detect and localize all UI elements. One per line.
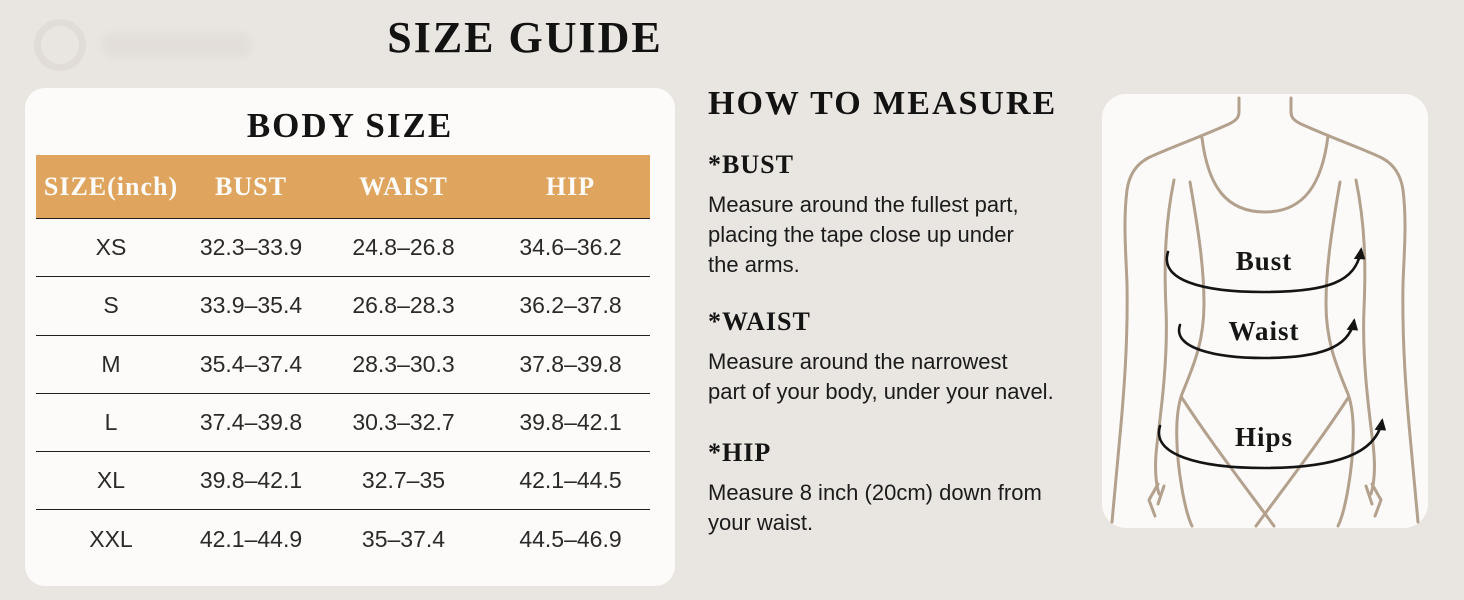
measurement-figure-card xyxy=(1102,94,1428,528)
cell-waist: 28.3–30.3 xyxy=(352,350,455,377)
cell-waist: 32.7–35 xyxy=(361,467,446,494)
watermark-logo xyxy=(28,16,268,76)
table-row xyxy=(36,394,650,452)
hip-label: *HIP xyxy=(708,438,772,467)
column-header-bust: BUST xyxy=(215,171,287,201)
cell-waist: 35–37.4 xyxy=(361,526,446,553)
bust-instructions xyxy=(708,190,1019,280)
cell-waist: 24.8–26.8 xyxy=(352,234,455,261)
figure-waist-label: Waist xyxy=(1228,316,1300,346)
cell-hip: 34.6–36.2 xyxy=(519,234,622,261)
column-header-size: SIZE(inch) xyxy=(43,171,179,201)
table-row xyxy=(36,219,650,277)
waist-label: *WAIST xyxy=(708,307,811,336)
cell-bust: 37.4–39.8 xyxy=(199,409,303,436)
body-size-card xyxy=(25,88,675,586)
body-size-table xyxy=(36,155,650,569)
watermark-wordmark xyxy=(102,32,252,58)
cell-hip: 37.8–39.8 xyxy=(519,350,622,377)
text-line: Measure around the narrowest xyxy=(708,349,1008,374)
bust-label: *BUST xyxy=(708,150,794,179)
text-line: your waist. xyxy=(708,510,814,535)
table-row xyxy=(36,510,650,568)
cell-size: XL xyxy=(96,467,126,494)
text-line: placing the tape close up under xyxy=(708,222,1014,247)
watermark-circle-icon xyxy=(34,19,86,71)
body-figure-illustration xyxy=(1102,94,1428,528)
text-line: part of your body, under your navel. xyxy=(708,379,1054,404)
table-row xyxy=(36,277,650,335)
text-line: Measure around the fullest part, xyxy=(708,192,1019,217)
figure-hips-label: Hips xyxy=(1234,422,1294,452)
table-header-row xyxy=(36,155,650,218)
waist-instructions xyxy=(708,347,1054,407)
cell-hip: 39.8–42.1 xyxy=(519,409,622,436)
cell-hip: 42.1–44.5 xyxy=(519,467,622,494)
text-line: Measure 8 inch (20cm) down from xyxy=(708,480,1042,505)
cell-bust: 32.3–33.9 xyxy=(199,234,303,261)
hip-instructions xyxy=(708,478,1042,538)
tank-top-neckline xyxy=(1202,136,1328,212)
cell-size: XS xyxy=(95,234,127,261)
cell-bust: 39.8–42.1 xyxy=(199,467,303,494)
page-title: SIZE GUIDE xyxy=(387,13,663,62)
body-size-title: BODY SIZE xyxy=(246,106,454,145)
hand-right xyxy=(1366,484,1381,516)
cell-bust: 33.9–35.4 xyxy=(199,292,303,319)
cell-waist: 26.8–28.3 xyxy=(352,292,455,319)
cell-hip: 36.2–37.8 xyxy=(519,292,622,319)
cell-size: S xyxy=(103,292,119,319)
body-outline-left xyxy=(1112,98,1239,522)
table-row xyxy=(36,452,650,510)
cell-hip: 44.5–46.9 xyxy=(519,526,622,553)
torso-side-left xyxy=(1177,182,1204,526)
column-header-hip: HIP xyxy=(545,171,596,201)
cell-bust: 35.4–37.4 xyxy=(199,350,303,377)
table-body xyxy=(36,218,650,569)
body-outline-right xyxy=(1291,98,1418,522)
cell-size: L xyxy=(104,409,118,436)
cell-waist: 30.3–32.7 xyxy=(352,409,455,436)
table-row xyxy=(36,336,650,394)
figure-bust-label: Bust xyxy=(1235,246,1293,276)
cell-size: M xyxy=(101,350,121,377)
cell-size: XXL xyxy=(89,526,133,553)
how-to-measure-title: HOW TO MEASURE xyxy=(708,85,1058,122)
hand-left xyxy=(1149,484,1164,516)
torso-side-right xyxy=(1326,182,1353,526)
text-line: the arms. xyxy=(708,252,800,277)
cell-bust: 42.1–44.9 xyxy=(199,526,303,553)
column-header-waist: WAIST xyxy=(359,171,448,201)
